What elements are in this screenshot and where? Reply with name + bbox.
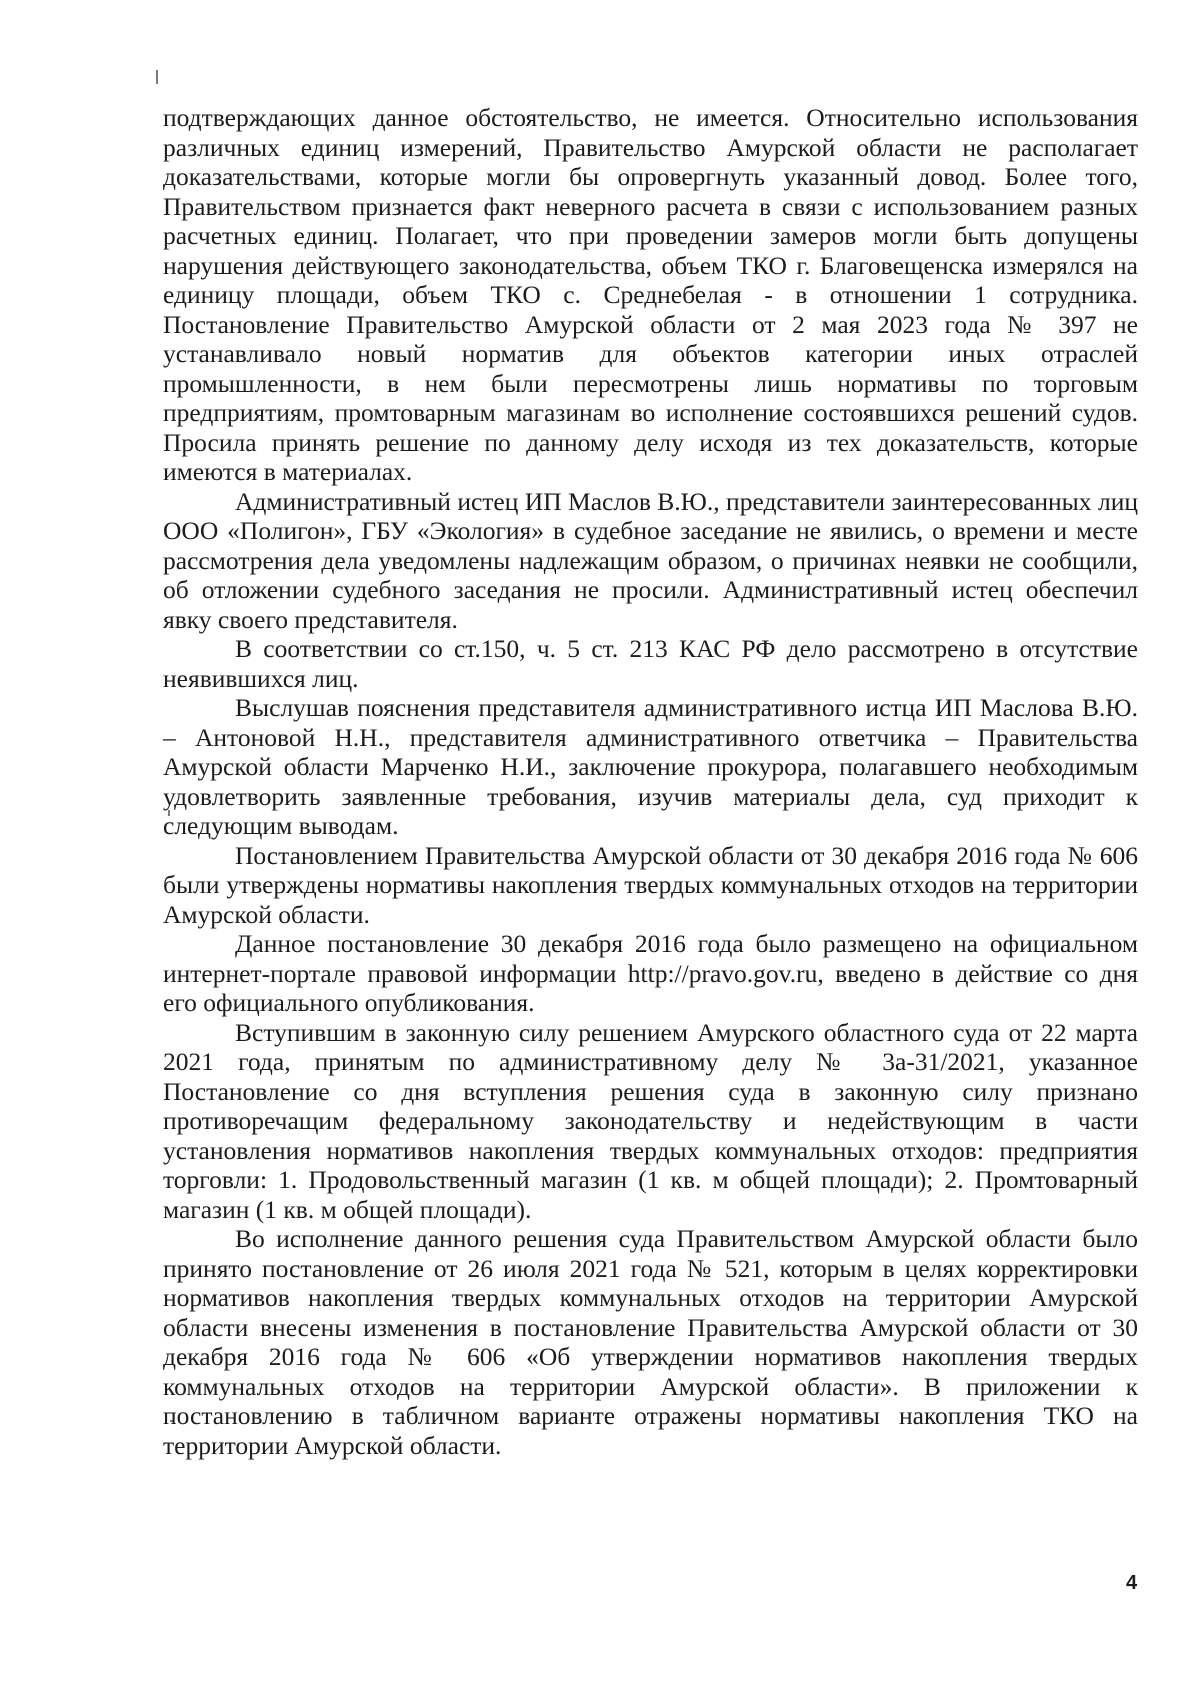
- paragraph-3: В соответствии со ст.150, ч. 5 ст. 213 КАС РФ дело рассмотрено в отсутствие неявившихся лиц.: [163, 634, 1138, 693]
- paragraph-4: Выслушав пояснения представителя административного истца ИП Маслова В.Ю. – Антоновой Н.Н., представителя административного ответчика – Правительства Амурской области Марченко Н.И., заключение прокурора, полагавшего необходимым удовлетворить заявленные требования, изучив материалы дела, суд приходит к следующим выводам.: [163, 693, 1138, 840]
- paragraph-7: Вступившим в законную силу решением Амурского областного суда от 22 марта 2021 года, принятым по административному делу № 3а-31/2021, указанное Постановление со дня вступления решения суда в законную силу признано противоречащим федеральному законодательству и недействующим в части установления нормативов накопления твердых коммунальных отходов: предприятия торговли: 1. Продовольственный магазин (1 кв. м общей площади); 2. Промтоварный магазин (1 кв. м общей площади).: [163, 1017, 1138, 1224]
- page-number: 4: [1126, 1572, 1138, 1594]
- paragraph-8: Во исполнение данного решения суда Правительством Амурской области было принято постановление от 26 июля 2021 года № 521, которым в целях корректировки нормативов накопления твердых коммунальных отходов на территории Амурской области внесены изменения в постановление Правительства Амурской области от 30 декабря 2016 года № 606 «Об утверждении нормативов накопления твердых коммунальных отходов на территории Амурской области». В приложении к постановлению в табличном варианте отражены нормативы накопления ТКО на территории Амурской области.: [163, 1224, 1138, 1460]
- scan-artifact: [156, 70, 158, 84]
- paragraph-6: Данное постановление 30 декабря 2016 года было размещено на официальном интернет-портале правовой информации http://pravo.gov.ru, введено в действие со дня его официального опубликования.: [163, 929, 1138, 1017]
- paragraph-1: подтверждающих данное обстоятельство, не имеется. Относительно использования различных единиц измерений, Правительство Амурской области не располагает доказательствами, которые могли бы опровергнуть указанный довод. Более того, Правительством признается факт неверного расчета в связи с использованием разных расчетных единиц. Полагает, что при проведении замеров могли быть допущены нарушения действующего законодательства, объем ТКО г. Благовещенска измерялся на единицу площади, объем ТКО с. Среднебелая - в отношении 1 сотрудника. Постановление Правительство Амурской области от 2 мая 2023 года № 397 не устанавливало новый норматив для объектов категории иных отраслей промышленности, в нем были пересмотрены лишь нормативы по торговым предприятиям, промтоварным магазинам во исполнение состоявшихся решений судов. Просила принять решение по данному делу исходя из тех доказательств, которые имеются в материалах.: [163, 103, 1138, 486]
- document-body: [163, 103, 1138, 1460]
- paragraph-5: Постановлением Правительства Амурской области от 30 декабря 2016 года № 606 были утверждены нормативы накопления твердых коммунальных отходов на территории Амурской области.: [163, 840, 1138, 929]
- paragraph-2: Административный истец ИП Маслов В.Ю., представители заинтересованных лиц ООО «Полигон», ГБУ «Экология» в судебное заседание не явились, о времени и месте рассмотрения дела уведомлены надлежащим образом, о причинах неявки не сообщили, об отложении судебного заседания не просили. Административный истец обеспечил явку своего представителя.: [163, 486, 1138, 634]
